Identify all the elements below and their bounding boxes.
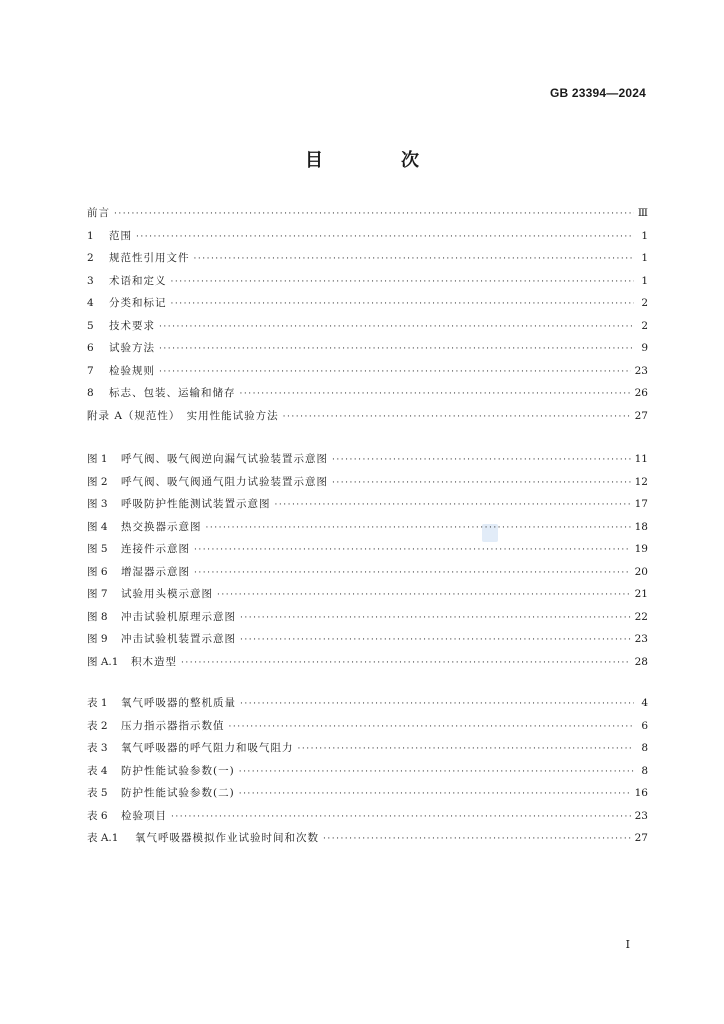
dot-leader bbox=[229, 722, 635, 732]
toc-entry-page: 18 bbox=[634, 520, 648, 533]
dot-leader bbox=[332, 478, 631, 488]
toc-entry-number: 图 7 bbox=[87, 588, 108, 600]
toc-entry-label: 检验项目 bbox=[121, 809, 167, 822]
toc-entry-page: 21 bbox=[634, 588, 648, 600]
dot-leader bbox=[240, 635, 631, 645]
dot-leader bbox=[181, 658, 631, 668]
toc-figures bbox=[87, 451, 648, 676]
toc-entry-figure-a1[interactable] bbox=[87, 654, 648, 677]
toc-entry-number: 6 bbox=[87, 342, 94, 354]
dot-leader bbox=[171, 299, 635, 309]
dot-leader bbox=[159, 344, 634, 354]
toc-entry-label: 标志、包装、运输和储存 bbox=[109, 387, 236, 399]
toc-entry-page: 17 bbox=[634, 498, 648, 510]
toc-entry-number: 表 4 bbox=[87, 764, 108, 777]
toc-entry-chapter-8[interactable] bbox=[87, 385, 648, 408]
toc-entry-label: 分类和标记 bbox=[109, 297, 167, 309]
toc-entry-number: 2 bbox=[87, 252, 94, 264]
toc-entry-table-1[interactable] bbox=[87, 695, 648, 718]
toc-entry-figure-1[interactable] bbox=[87, 451, 648, 474]
toc-entry-number: 4 bbox=[87, 297, 94, 309]
dot-leader bbox=[194, 545, 631, 555]
toc-entry-page: 23 bbox=[634, 364, 648, 377]
toc-entry-number: 图 6 bbox=[87, 565, 108, 578]
toc-entry-number: 图 8 bbox=[87, 610, 108, 623]
dot-leader bbox=[240, 613, 631, 623]
toc-entry-chapter-5[interactable] bbox=[87, 318, 648, 341]
toc-entry-page: 1 bbox=[641, 252, 648, 264]
toc-entry-page: 11 bbox=[634, 453, 648, 465]
toc-entry-page: 4 bbox=[641, 697, 648, 709]
toc-entry-page: 26 bbox=[634, 387, 648, 399]
toc-entry-figure-9[interactable] bbox=[87, 631, 648, 654]
toc-entry-table-5[interactable] bbox=[87, 785, 648, 808]
toc-entry-number: 图 2 bbox=[87, 475, 108, 488]
toc-entry-label: 氧气呼吸器模拟作业试验时间和次数 bbox=[135, 832, 319, 844]
toc-entry-page: 1 bbox=[641, 274, 648, 287]
toc-entry-label: 冲击试验机装置示意图 bbox=[121, 633, 236, 645]
toc-entry-chapter-3[interactable] bbox=[87, 273, 648, 296]
dot-leader bbox=[275, 500, 631, 510]
toc-chapters bbox=[87, 205, 648, 430]
toc-entry-page: 27 bbox=[634, 832, 648, 844]
toc-entry-chapter-4[interactable] bbox=[87, 295, 648, 318]
toc-entry-page: 1 bbox=[641, 229, 648, 242]
toc-entry-chapter-7[interactable] bbox=[87, 363, 648, 386]
dot-leader bbox=[240, 389, 631, 399]
toc-entry-label: 试验用头模示意图 bbox=[121, 588, 213, 600]
toc-entry-page: 8 bbox=[641, 764, 648, 777]
toc-entry-figure-3[interactable] bbox=[87, 496, 648, 519]
toc-entry-chapter-2[interactable] bbox=[87, 250, 648, 273]
toc-entry-label: 氧气呼吸器的整机质量 bbox=[121, 697, 236, 709]
toc-entry-label: 连接件示意图 bbox=[121, 543, 190, 555]
toc-entry-figure-7[interactable] bbox=[87, 586, 648, 609]
toc-entry-page: 27 bbox=[634, 409, 648, 422]
toc-entry-appendix-a[interactable] bbox=[87, 408, 648, 431]
toc-entry-number: 5 bbox=[87, 319, 94, 332]
dot-leader bbox=[194, 254, 635, 264]
toc-entry-page: 23 bbox=[634, 633, 648, 645]
dot-leader bbox=[240, 699, 634, 709]
toc-entry-table-6[interactable] bbox=[87, 808, 648, 831]
dot-leader bbox=[206, 523, 631, 533]
toc-entry-label: 技术要求 bbox=[109, 319, 155, 332]
dot-leader bbox=[159, 367, 631, 377]
dot-leader bbox=[114, 209, 634, 219]
toc-entry-chapter-6[interactable] bbox=[87, 340, 648, 363]
dot-leader bbox=[283, 412, 631, 422]
toc-entry-page: 9 bbox=[641, 342, 648, 354]
dot-leader bbox=[332, 455, 631, 465]
toc-entry-figure-6[interactable] bbox=[87, 564, 648, 587]
dot-leader bbox=[323, 834, 631, 844]
toc-entry-figure-8[interactable] bbox=[87, 609, 648, 632]
toc-entry-label: 防护性能试验参数(二) bbox=[121, 787, 235, 799]
dot-leader bbox=[171, 812, 631, 822]
toc-entry-page: 16 bbox=[634, 787, 648, 799]
toc-entry-label: 呼气阀、吸气阀通气阻力试验装置示意图 bbox=[121, 475, 328, 488]
toc-entry-label: 术语和定义 bbox=[109, 274, 167, 287]
toc-entry-label: 冲击试验机原理示意图 bbox=[121, 610, 236, 623]
toc-entry-label: 积木造型 bbox=[131, 655, 177, 668]
toc-entry-page: Ⅲ bbox=[637, 207, 648, 219]
toc-entry-page: 23 bbox=[634, 809, 648, 822]
dot-leader bbox=[159, 322, 634, 332]
dot-leader bbox=[298, 744, 635, 754]
toc-entry-figure-2[interactable] bbox=[87, 474, 648, 497]
toc-entry-number: 表 3 bbox=[87, 742, 108, 754]
standard-code: GB 23394—2024 bbox=[550, 86, 646, 100]
toc-entry-label: 压力指示器指示数值 bbox=[121, 719, 225, 732]
toc-entry-label: 前言 bbox=[87, 207, 110, 219]
toc-entry-page: 6 bbox=[641, 719, 648, 732]
toc-entry-number: 表 1 bbox=[87, 697, 108, 709]
toc-entry-number: 1 bbox=[87, 229, 94, 242]
toc-entry-figure-4[interactable] bbox=[87, 519, 648, 542]
toc-entry-number: 8 bbox=[87, 387, 94, 399]
toc-entry-page: 20 bbox=[634, 565, 648, 578]
toc-entry-page: 28 bbox=[634, 655, 648, 668]
dot-leader bbox=[217, 590, 631, 600]
toc-entry-foreword[interactable] bbox=[87, 205, 648, 228]
toc-entry-page: 2 bbox=[641, 319, 648, 332]
toc-entry-label: 范围 bbox=[109, 229, 132, 242]
toc-entry-page: 8 bbox=[641, 742, 648, 754]
page-title: 目 次 bbox=[305, 150, 449, 171]
toc-entry-number: 图 4 bbox=[87, 520, 108, 533]
toc-entry-number: 3 bbox=[87, 274, 94, 287]
toc-entry-label: 呼吸防护性能测试装置示意图 bbox=[121, 498, 271, 510]
dot-leader bbox=[171, 277, 635, 287]
page-number: I bbox=[625, 938, 630, 951]
toc-entry-page: 12 bbox=[634, 475, 648, 488]
toc-entry-number: 图 A.1 bbox=[87, 655, 119, 668]
toc-entry-table-2[interactable] bbox=[87, 718, 648, 741]
toc-tables bbox=[87, 695, 648, 853]
toc-entry-chapter-1[interactable] bbox=[87, 228, 648, 251]
toc-entry-label: 呼气阀、吸气阀逆向漏气试验装置示意图 bbox=[121, 453, 328, 465]
toc-entry-label: 热交换器示意图 bbox=[121, 520, 202, 533]
toc-entry-table-3[interactable] bbox=[87, 740, 648, 763]
toc-entry-label: 氧气呼吸器的呼气阻力和吸气阻力 bbox=[121, 742, 294, 754]
toc-entry-page: 19 bbox=[634, 543, 648, 555]
toc-entry-number: 7 bbox=[87, 364, 94, 377]
toc-entry-label: 防护性能试验参数(一) bbox=[121, 764, 235, 777]
toc-entry-label: 增湿器示意图 bbox=[121, 565, 190, 578]
dot-leader bbox=[136, 232, 634, 242]
toc-entry-page: 22 bbox=[634, 610, 648, 623]
dot-leader bbox=[239, 767, 634, 777]
toc-entry-number: 图 9 bbox=[87, 633, 108, 645]
toc-entry-label: 检验规则 bbox=[109, 364, 155, 377]
toc-entry-number: 图 1 bbox=[87, 453, 108, 465]
toc-entry-number: 图 5 bbox=[87, 543, 108, 555]
toc-entry-table-a1[interactable] bbox=[87, 830, 648, 853]
toc-entry-label: 试验方法 bbox=[109, 342, 155, 354]
toc-entry-number: 表 5 bbox=[87, 787, 108, 799]
toc-entry-number: 图 3 bbox=[87, 498, 108, 510]
toc-entry-number: 表 6 bbox=[87, 809, 108, 822]
toc-entry-figure-5[interactable] bbox=[87, 541, 648, 564]
toc-entry-page: 2 bbox=[641, 297, 648, 309]
toc-entry-number: 表 A.1 bbox=[87, 832, 119, 844]
toc-entry-label: 附录 A（规范性） 实用性能试验方法 bbox=[87, 409, 279, 422]
toc-entry-table-4[interactable] bbox=[87, 763, 648, 786]
toc-entry-label: 规范性引用文件 bbox=[109, 252, 190, 264]
dot-leader bbox=[194, 568, 631, 578]
dot-leader bbox=[239, 789, 631, 799]
toc-entry-number: 表 2 bbox=[87, 719, 108, 732]
